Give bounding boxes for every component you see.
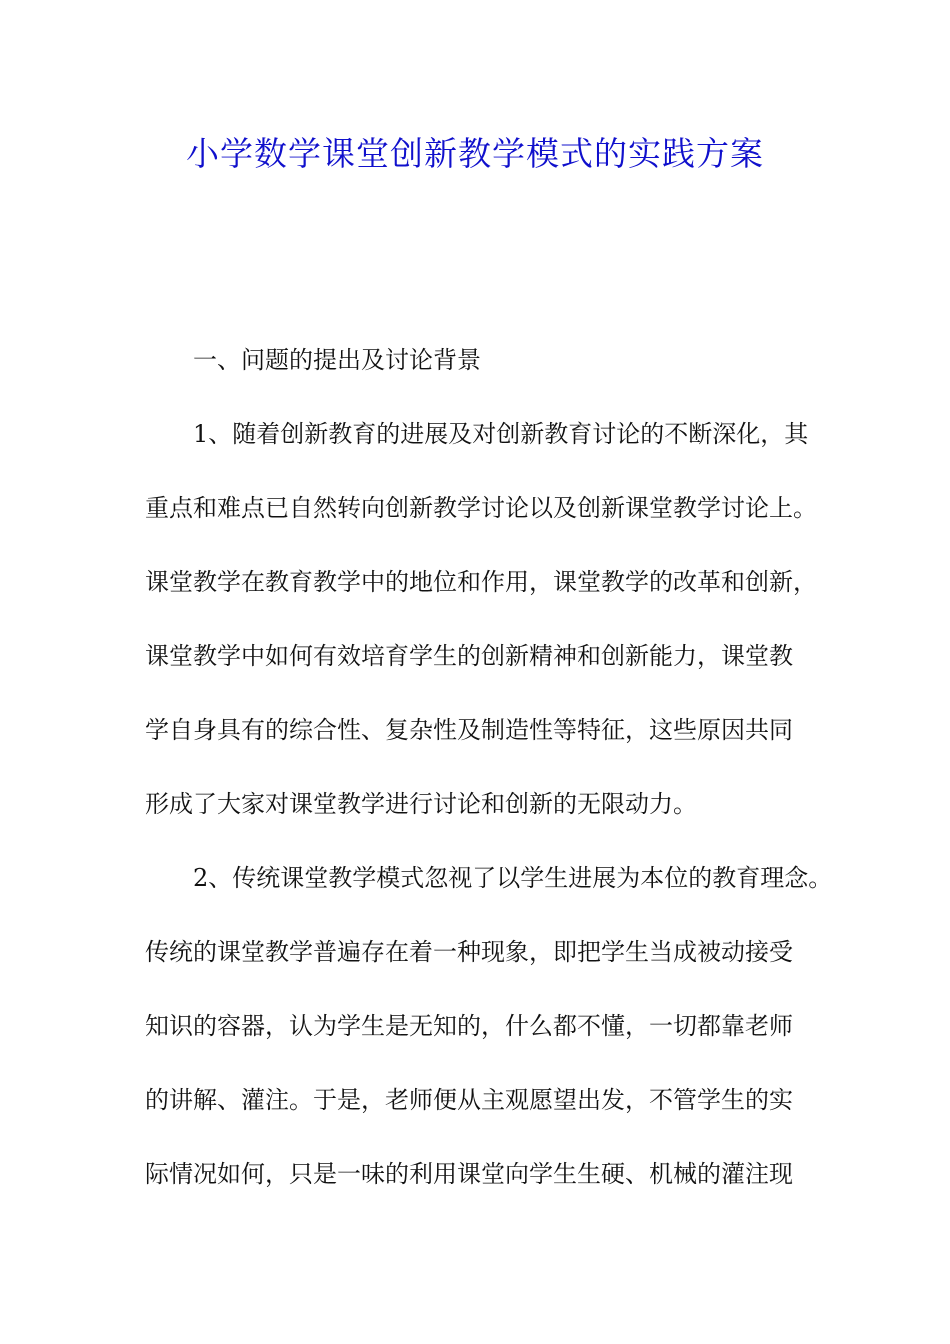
paragraph-line: 知识的容器，认为学生是无知的，什么都不懂，一切都靠老师 [145, 1012, 793, 1040]
document-title: 小学数学课堂创新教学模式的实践方案 [186, 134, 764, 173]
section-heading: 一、问题的提出及讨论背景 [193, 346, 481, 374]
paragraph-line: 课堂教学在教育教学中的地位和作用，课堂教学的改革和创新， [145, 568, 817, 596]
paragraph-line: 际情况如何，只是一味的利用课堂向学生生硬、机械的灌注现 [145, 1160, 793, 1188]
paragraph-line: 学自身具有的综合性、复杂性及制造性等特征，这些原因共同 [145, 716, 793, 744]
paragraph-line: 重点和难点已自然转向创新教学讨论以及创新课堂教学讨论上。 [145, 494, 817, 522]
paragraph-line: 传统的课堂教学普遍存在着一种现象，即把学生当成被动接受 [145, 938, 793, 966]
document-body [145, 323, 833, 1211]
paragraph-line: 的讲解、灌注。于是，老师便从主观愿望出发，不管学生的实 [145, 1086, 793, 1114]
paragraph-line: 形成了大家对课堂教学进行讨论和创新的无限动力。 [145, 790, 697, 818]
paragraph-line: 课堂教学中如何有效培育学生的创新精神和创新能力，课堂教 [145, 642, 793, 670]
paragraph-line: 2、传统课堂教学模式忽视了以学生进展为本位的教育理念。 [193, 864, 833, 892]
paragraph-line: 1、随着创新教育的进展及对创新教育讨论的不断深化，其 [193, 420, 809, 448]
